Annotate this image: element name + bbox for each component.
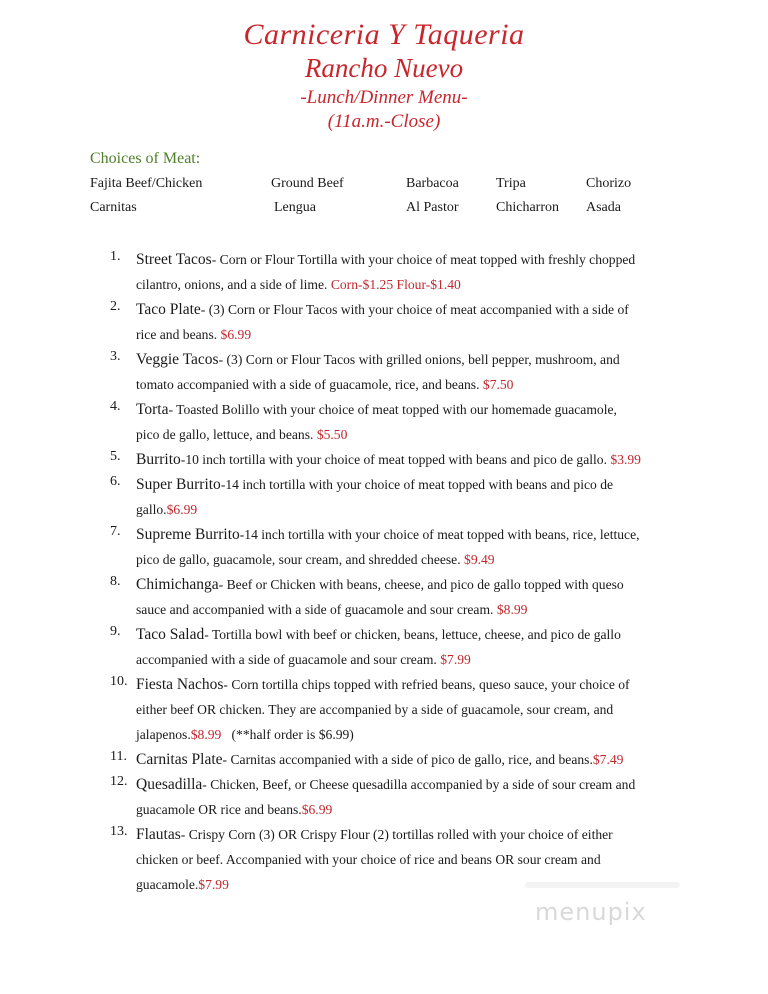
item-line bbox=[136, 672, 690, 697]
meat-option: Lengua bbox=[274, 200, 316, 215]
item-line bbox=[136, 797, 690, 822]
watermark-logo: menupix bbox=[535, 898, 647, 926]
item-description: guacamole OR rice and beans. bbox=[136, 802, 302, 817]
item-description: Tortilla bowl with beef or chicken, beans, lettuce, cheese, and pico de gallo bbox=[211, 627, 621, 642]
item-description: cilantro, onions, and a side of lime. bbox=[136, 277, 331, 292]
item-line bbox=[136, 772, 690, 797]
item-line bbox=[136, 722, 690, 747]
item-description: (3) Corn or Flour Tacos with your choice of meat accompanied with a side of bbox=[208, 302, 629, 317]
item-number: 12. bbox=[110, 774, 128, 789]
item-line bbox=[136, 647, 690, 672]
restaurant-location: Rancho Nuevo bbox=[304, 53, 464, 83]
item-description: Corn or Flour Tortilla with your choice of meat topped with freshly chopped bbox=[219, 252, 636, 267]
item-separator: - bbox=[204, 627, 212, 642]
item-name: Torta bbox=[136, 401, 169, 418]
item-price: $7.99 bbox=[198, 877, 229, 892]
item-line bbox=[136, 447, 690, 472]
item-description: guacamole. bbox=[136, 877, 199, 892]
item-line bbox=[136, 422, 690, 447]
item-line bbox=[136, 247, 690, 272]
item-price: $6.99 bbox=[301, 802, 333, 817]
menu-item bbox=[110, 622, 690, 672]
item-name: Taco Plate bbox=[136, 301, 201, 318]
item-description: rice and beans. bbox=[136, 327, 221, 342]
menu-item bbox=[110, 247, 690, 297]
item-separator: - bbox=[211, 252, 220, 267]
item-separator: - bbox=[223, 677, 232, 692]
item-separator: - bbox=[239, 527, 245, 542]
item-separator: - bbox=[220, 477, 226, 492]
item-line bbox=[136, 472, 690, 497]
item-line bbox=[136, 697, 690, 722]
item-name: Super Burrito bbox=[136, 476, 221, 493]
meat-option: Al Pastor bbox=[406, 200, 459, 215]
item-price: $6.99 bbox=[220, 327, 252, 342]
item-number: 10. bbox=[110, 674, 128, 689]
item-description: chicken or beef. Accompanied with your choice of rice and beans OR sour cream and bbox=[136, 852, 601, 867]
item-price: $7.50 bbox=[482, 377, 514, 392]
item-price: $3.99 bbox=[610, 452, 641, 467]
menu-item bbox=[110, 397, 690, 447]
item-description: either beef OR chicken. They are accompanied by a side of guacamole, sour cream, and bbox=[136, 702, 614, 717]
item-line bbox=[136, 272, 690, 297]
meat-option: Fajita Beef/Chicken bbox=[90, 176, 203, 191]
item-line bbox=[136, 522, 690, 547]
item-name: Chimichanga bbox=[136, 576, 219, 593]
item-number: 11. bbox=[110, 749, 127, 764]
menu-item bbox=[110, 447, 690, 472]
item-number: 8. bbox=[110, 574, 121, 589]
meat-option: Carnitas bbox=[90, 200, 137, 215]
item-separator: - bbox=[222, 752, 231, 767]
meat-option: Tripa bbox=[496, 176, 526, 191]
item-separator: - bbox=[202, 777, 211, 792]
item-line bbox=[136, 597, 690, 622]
item-price: $7.99 bbox=[440, 652, 471, 667]
item-number: 1. bbox=[110, 249, 121, 264]
menu-item bbox=[110, 572, 690, 622]
meat-option: Barbacoa bbox=[406, 176, 459, 191]
item-note: (**half order is $6.99) bbox=[221, 727, 354, 742]
item-description: Crispy Corn (3) OR Crispy Flour (2) tortillas rolled with your choice of either bbox=[188, 827, 613, 842]
item-name: Taco Salad bbox=[136, 626, 205, 643]
item-price: $6.99 bbox=[166, 502, 198, 517]
item-description: pico de gallo, lettuce, and beans. bbox=[136, 427, 317, 442]
item-name: Quesadilla bbox=[136, 776, 203, 793]
item-description: Chicken, Beef, or Cheese quesadilla accompanied by a side of sour cream and bbox=[210, 777, 636, 792]
menu-item bbox=[110, 672, 690, 747]
item-separator: - bbox=[218, 352, 227, 367]
item-description: gallo. bbox=[136, 502, 167, 517]
item-name: Street Tacos bbox=[136, 251, 212, 268]
watermark-decoration bbox=[525, 882, 680, 888]
item-name: Supreme Burrito bbox=[136, 526, 240, 543]
meat-option: Chorizo bbox=[586, 176, 632, 191]
meat-option: Chicharron bbox=[496, 200, 559, 215]
menu-item bbox=[110, 472, 690, 522]
item-line bbox=[136, 347, 690, 372]
item-description: 10 inch tortilla with your choice of meat topped with beans and pico de gallo. bbox=[185, 452, 611, 467]
menu-header bbox=[0, 0, 768, 134]
item-description: 14 inch tortilla with your choice of meat topped with beans, rice, lettuce, bbox=[244, 527, 640, 542]
item-description: Beef or Chicken with beans, cheese, and pico de gallo topped with queso bbox=[226, 577, 624, 592]
restaurant-name: Carniceria Y Taqueria bbox=[243, 18, 525, 51]
item-separator: - bbox=[218, 577, 227, 592]
item-description: Corn tortilla chips topped with refried beans, queso sauce, your choice of bbox=[231, 677, 630, 692]
item-name: Carnitas Plate bbox=[136, 751, 223, 768]
item-description: 14 inch tortilla with your choice of meat topped with beans and pico de bbox=[225, 477, 614, 492]
item-name: Burrito bbox=[136, 451, 181, 468]
item-price: $7.49 bbox=[592, 752, 624, 767]
item-number: 7. bbox=[110, 524, 121, 539]
item-line bbox=[136, 372, 690, 397]
item-number: 6. bbox=[110, 474, 121, 489]
item-description: (3) Corn or Flour Tacos with grilled onions, bell pepper, mushroom, and bbox=[226, 352, 620, 367]
menu-items-list bbox=[110, 247, 690, 897]
item-number: 9. bbox=[110, 624, 121, 639]
item-line bbox=[136, 322, 690, 347]
item-separator: - bbox=[168, 402, 177, 417]
item-name: Veggie Tacos bbox=[136, 351, 219, 368]
menu-item bbox=[110, 347, 690, 397]
item-line bbox=[136, 847, 690, 872]
item-number: 4. bbox=[110, 399, 121, 414]
item-line bbox=[136, 547, 690, 572]
item-line bbox=[136, 297, 690, 322]
item-description: pico de gallo, guacamole, sour cream, and shredded cheese. bbox=[136, 552, 465, 567]
item-description: accompanied with a side of guacamole and sour cream. bbox=[136, 652, 441, 667]
item-separator: - bbox=[180, 827, 189, 842]
item-line bbox=[136, 497, 690, 522]
item-number: 5. bbox=[110, 449, 121, 464]
item-price: $8.99 bbox=[190, 727, 222, 742]
item-line bbox=[136, 747, 690, 772]
item-description: jalapenos. bbox=[136, 727, 191, 742]
item-price: $8.99 bbox=[496, 602, 528, 617]
menu-item bbox=[110, 297, 690, 347]
item-description: Carnitas accompanied with a side of pico de gallo, rice, and beans. bbox=[230, 752, 593, 767]
item-price: $9.49 bbox=[464, 552, 495, 567]
item-description: Toasted Bolillo with your choice of meat topped with our homemade guacamole, bbox=[176, 402, 617, 417]
item-name: Fiesta Nachos bbox=[136, 676, 224, 693]
item-description: tomato accompanied with a side of guacamole, rice, and beans. bbox=[136, 377, 483, 392]
menu-item bbox=[110, 522, 690, 572]
item-line bbox=[136, 397, 690, 422]
item-line bbox=[136, 572, 690, 597]
item-number: 13. bbox=[110, 824, 128, 839]
menu-type: -Lunch/Dinner Menu- bbox=[300, 87, 468, 108]
item-separator: - bbox=[200, 302, 209, 317]
item-number: 3. bbox=[110, 349, 121, 364]
meat-option: Asada bbox=[586, 200, 621, 215]
menu-hours: (11a.m.-Close) bbox=[327, 111, 441, 132]
item-line bbox=[136, 622, 690, 647]
item-name: Flautas bbox=[136, 826, 181, 843]
meat-option: Ground Beef bbox=[271, 176, 344, 191]
item-number: 2. bbox=[110, 299, 121, 314]
item-price: Corn-$1.25 Flour-$1.40 bbox=[330, 277, 461, 292]
menu-item bbox=[110, 772, 690, 822]
choices-of-meat-title: Choices of Meat: bbox=[90, 150, 201, 167]
item-line bbox=[136, 822, 690, 847]
item-description: sauce and accompanied with a side of guacamole and sour cream. bbox=[136, 602, 497, 617]
item-separator: - bbox=[180, 452, 186, 467]
menu-item bbox=[110, 747, 690, 772]
item-price: $5.50 bbox=[316, 427, 348, 442]
